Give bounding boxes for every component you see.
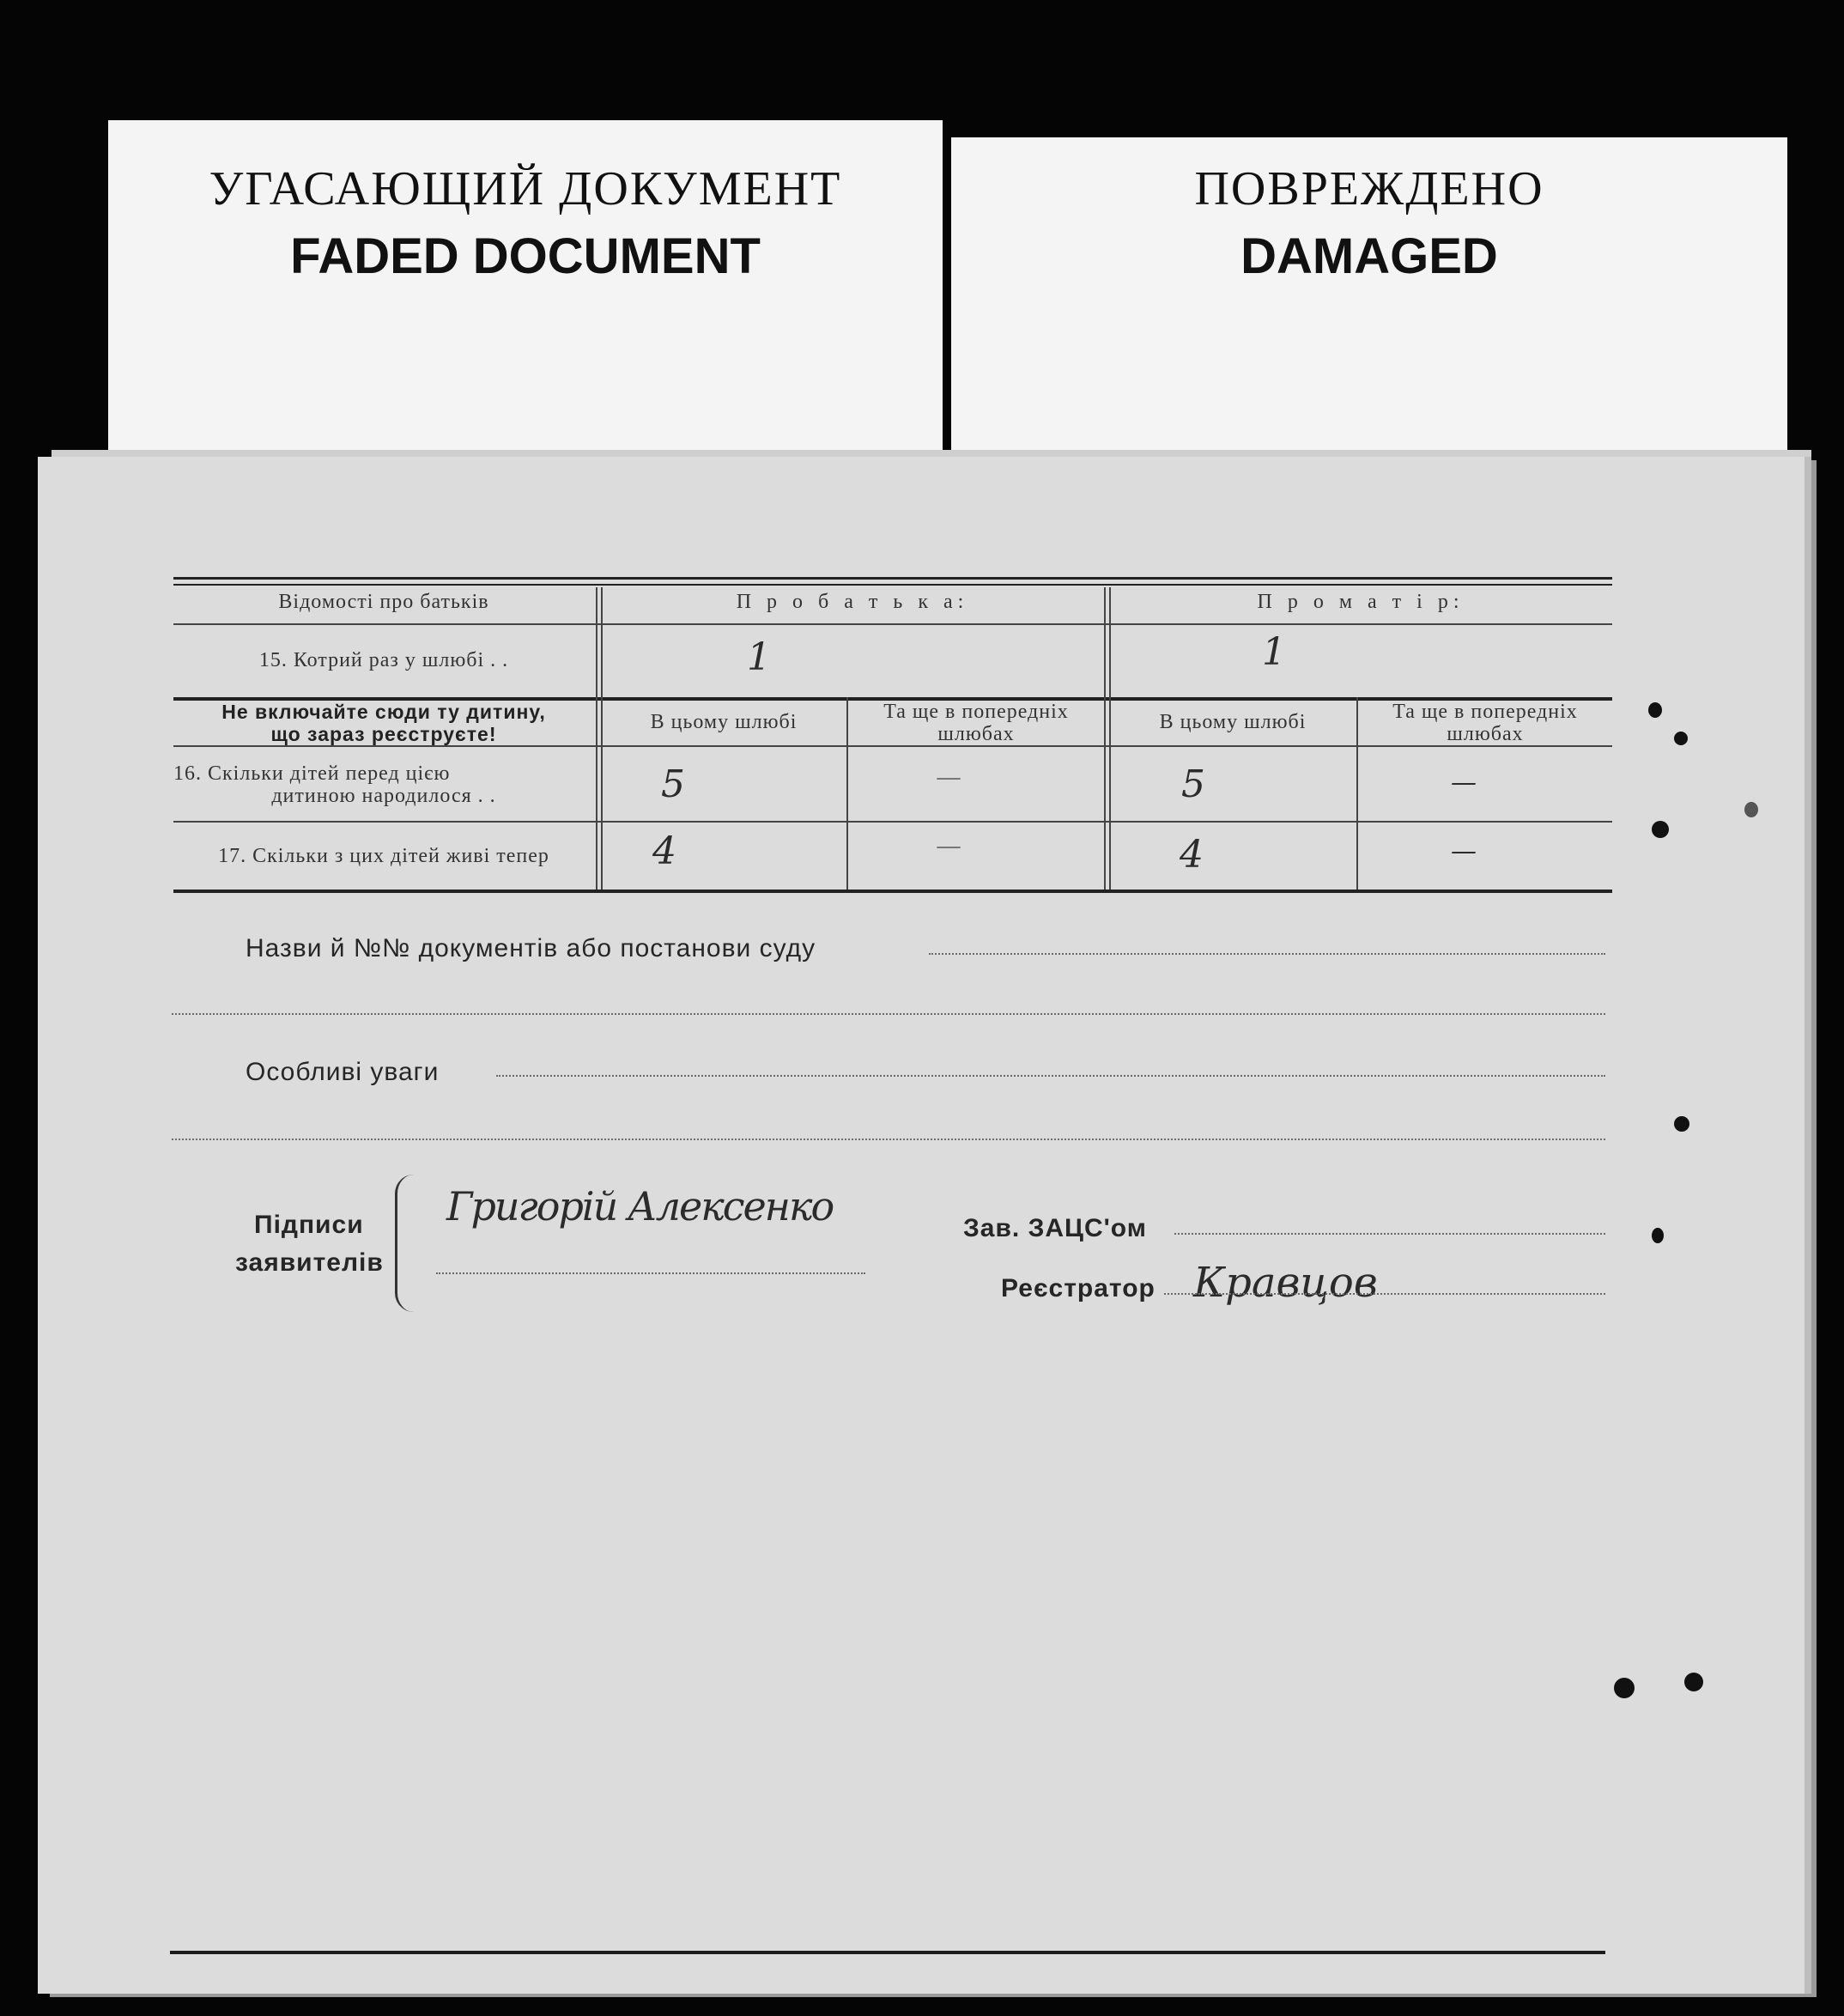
documents-line-2 — [172, 1013, 1605, 1015]
row16-mother-prev: — — [1451, 768, 1477, 798]
row17-father-prev: — — [936, 831, 961, 861]
head-of-registry-label: Зав. ЗАЦС'ом — [963, 1214, 1147, 1242]
bottom-rule — [170, 1951, 1605, 1954]
table-top-rule-2 — [173, 584, 1612, 586]
applicant-signature: Григорій Алексенко — [446, 1183, 834, 1230]
damage-hole — [1652, 1228, 1664, 1243]
table-column-line — [601, 587, 603, 890]
registrar-line — [1164, 1293, 1605, 1295]
header-about-mother: П р о м а т і р: — [1257, 591, 1465, 613]
damaged-label-en: DAMAGED — [1240, 228, 1498, 284]
damaged-document-label — [951, 137, 1787, 455]
signatures-label-line1: Підписи — [254, 1211, 364, 1239]
documents-line — [929, 953, 1605, 955]
row16-father-prev: — — [936, 762, 961, 792]
row16-father-this: 5 — [661, 762, 685, 806]
exclude-note-line2: що зараз реєструєте! — [270, 723, 497, 745]
table-column-line — [1109, 587, 1111, 890]
damage-hole — [1674, 732, 1688, 745]
row15-label: 15. Котрий раз у шлюбі . . — [258, 649, 509, 671]
row17-label: 17. Скільки з цих дітей живі тепер — [218, 845, 549, 867]
row15-mother-value: 1 — [1262, 630, 1286, 674]
table-column-line — [1104, 587, 1106, 890]
remarks-line — [496, 1075, 1605, 1077]
row17-mother-this: 4 — [1180, 833, 1204, 877]
row15-father-value: 1 — [747, 635, 771, 679]
table-divider — [173, 821, 1612, 823]
table-top-rule — [173, 577, 1612, 580]
header-parents-info: Відомості про батьків — [278, 591, 489, 613]
row17-father-this: 4 — [652, 829, 676, 873]
applicant-signature-line — [436, 1272, 865, 1274]
damage-hole — [1652, 821, 1669, 838]
father-prev-marriages-header-1: Та ще в попередніх — [883, 701, 1069, 723]
table-divider — [173, 745, 1612, 747]
signatures-brace — [395, 1175, 423, 1312]
signatures-label-line2: заявителів — [235, 1248, 384, 1277]
mother-prev-marriages-header-2: шлюбах — [1447, 723, 1524, 745]
damaged-label-ru: ПОВРЕЖДЕНО — [1194, 162, 1544, 216]
father-prev-marriages-header-2: шлюбах — [937, 723, 1015, 745]
row16-mother-this: 5 — [1181, 762, 1205, 806]
header-about-father: П р о б а т ь к а: — [736, 591, 969, 613]
damage-hole — [1684, 1673, 1703, 1691]
table-divider — [173, 623, 1612, 625]
registrar-signature: Кравцов — [1193, 1259, 1378, 1307]
row16-label-line2: дитиною народилося . . — [271, 785, 496, 807]
head-of-registry-line — [1174, 1233, 1605, 1235]
damage-hole — [1648, 702, 1662, 718]
documents-label: Назви й №№ документів або постанови суду — [246, 934, 816, 962]
registrar-label: Реєстратор — [1001, 1274, 1156, 1303]
mother-this-marriage-header: В цьому шлюбі — [1159, 711, 1307, 733]
faded-label-ru: УГАСАЮЩИЙ ДОКУМЕНТ — [209, 162, 842, 216]
mother-prev-marriages-header-1: Та ще в попередніх — [1392, 701, 1578, 723]
father-this-marriage-header: В цьому шлюбі — [650, 711, 798, 733]
remarks-line-2 — [172, 1139, 1605, 1140]
faded-document-label — [108, 120, 943, 455]
damage-hole — [1674, 1116, 1689, 1132]
damage-hole — [1744, 802, 1758, 817]
table-column-line — [596, 587, 597, 890]
faded-label-en: FADED DOCUMENT — [290, 228, 761, 284]
table-bottom-rule — [173, 890, 1612, 893]
remarks-label: Особливі уваги — [246, 1058, 440, 1086]
row16-label-line1: 16. Скільки дітей перед цією — [173, 762, 451, 785]
exclude-note-line1: Не включайте сюди ту дитину, — [221, 701, 546, 723]
row17-mother-prev: — — [1451, 836, 1477, 866]
damage-hole — [1614, 1678, 1635, 1698]
